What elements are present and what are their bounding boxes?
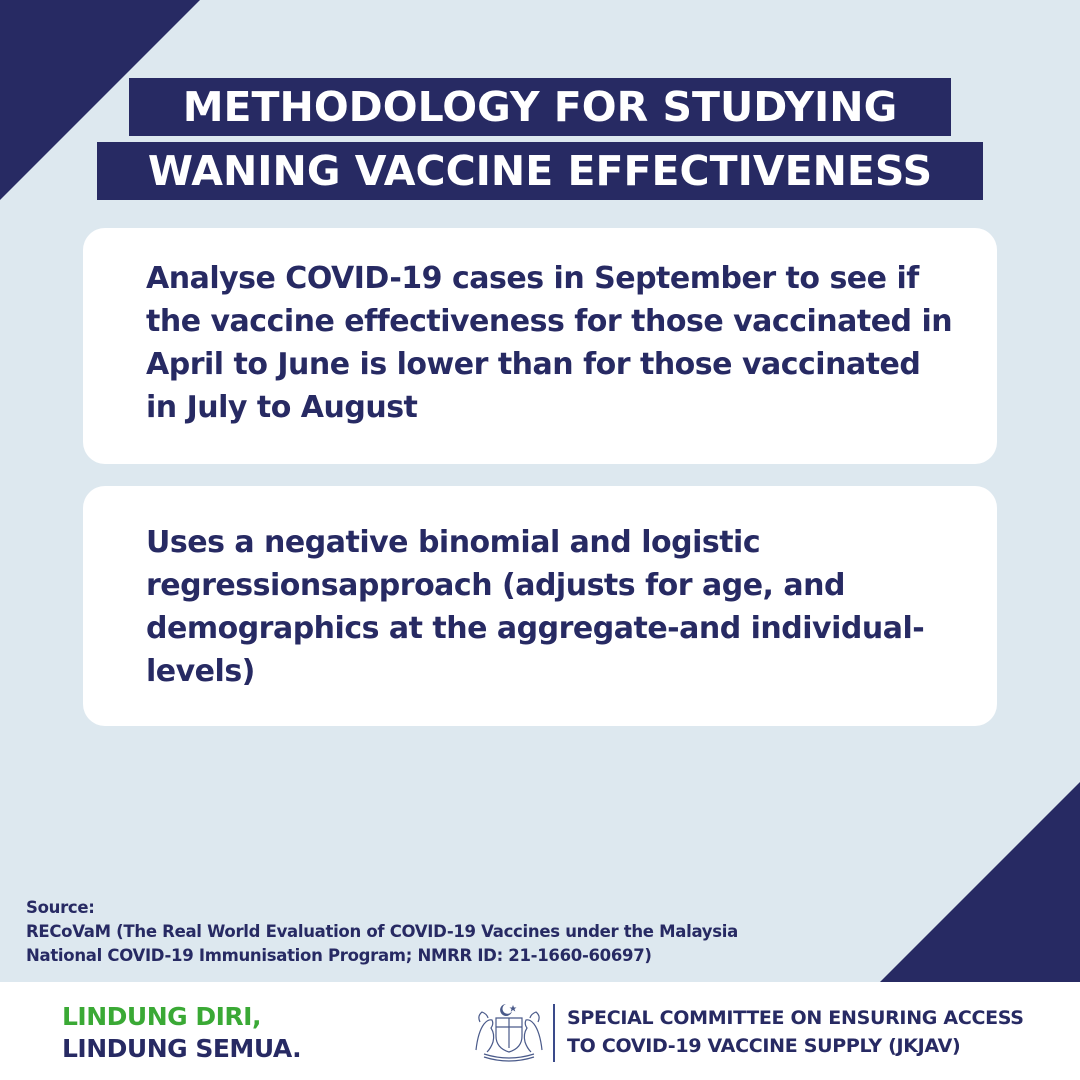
committee-line-2: TO COVID-19 VACCINE SUPPLY (JKJAV) <box>567 1035 961 1057</box>
footer-bar <box>0 982 1080 1080</box>
title-line-1: METHODOLOGY FOR STUDYING <box>129 78 951 136</box>
source-line-2: National COVID-19 Immunisation Program; NMRR ID: 21-1660-60697) <box>26 946 652 965</box>
malaysia-coat-of-arms-icon <box>466 1000 552 1062</box>
info-card-2-text: Uses a negative binomial and logistic regressionsapproach (adjusts for age, and demographics at the aggregate-and individual-levels) <box>146 525 925 689</box>
committee-name <box>567 1004 1024 1060</box>
footer-divider <box>553 1004 555 1062</box>
slogan <box>62 1001 301 1065</box>
info-card-2 <box>83 486 997 726</box>
source-citation <box>26 896 866 968</box>
slogan-line-2: LINDUNG SEMUA. <box>62 1034 302 1063</box>
info-card-1-text: Analyse COVID-19 cases in September to see if the vaccine effectiveness for those vaccinated in April to June is lower than for those vaccinated in July to August <box>146 261 953 425</box>
title-line-2: WANING VACCINE EFFECTIVENESS <box>97 142 983 200</box>
source-label: Source: <box>26 898 95 917</box>
corner-triangle-bottom-right <box>880 782 1080 982</box>
info-card-1 <box>83 228 997 464</box>
committee-line-1: SPECIAL COMMITTEE ON ENSURING ACCESS <box>567 1007 1024 1029</box>
source-line-1: RECoVaM (The Real World Evaluation of COVID-19 Vaccines under the Malaysia <box>26 922 738 941</box>
slogan-line-1: LINDUNG DIRI, <box>62 1002 261 1031</box>
